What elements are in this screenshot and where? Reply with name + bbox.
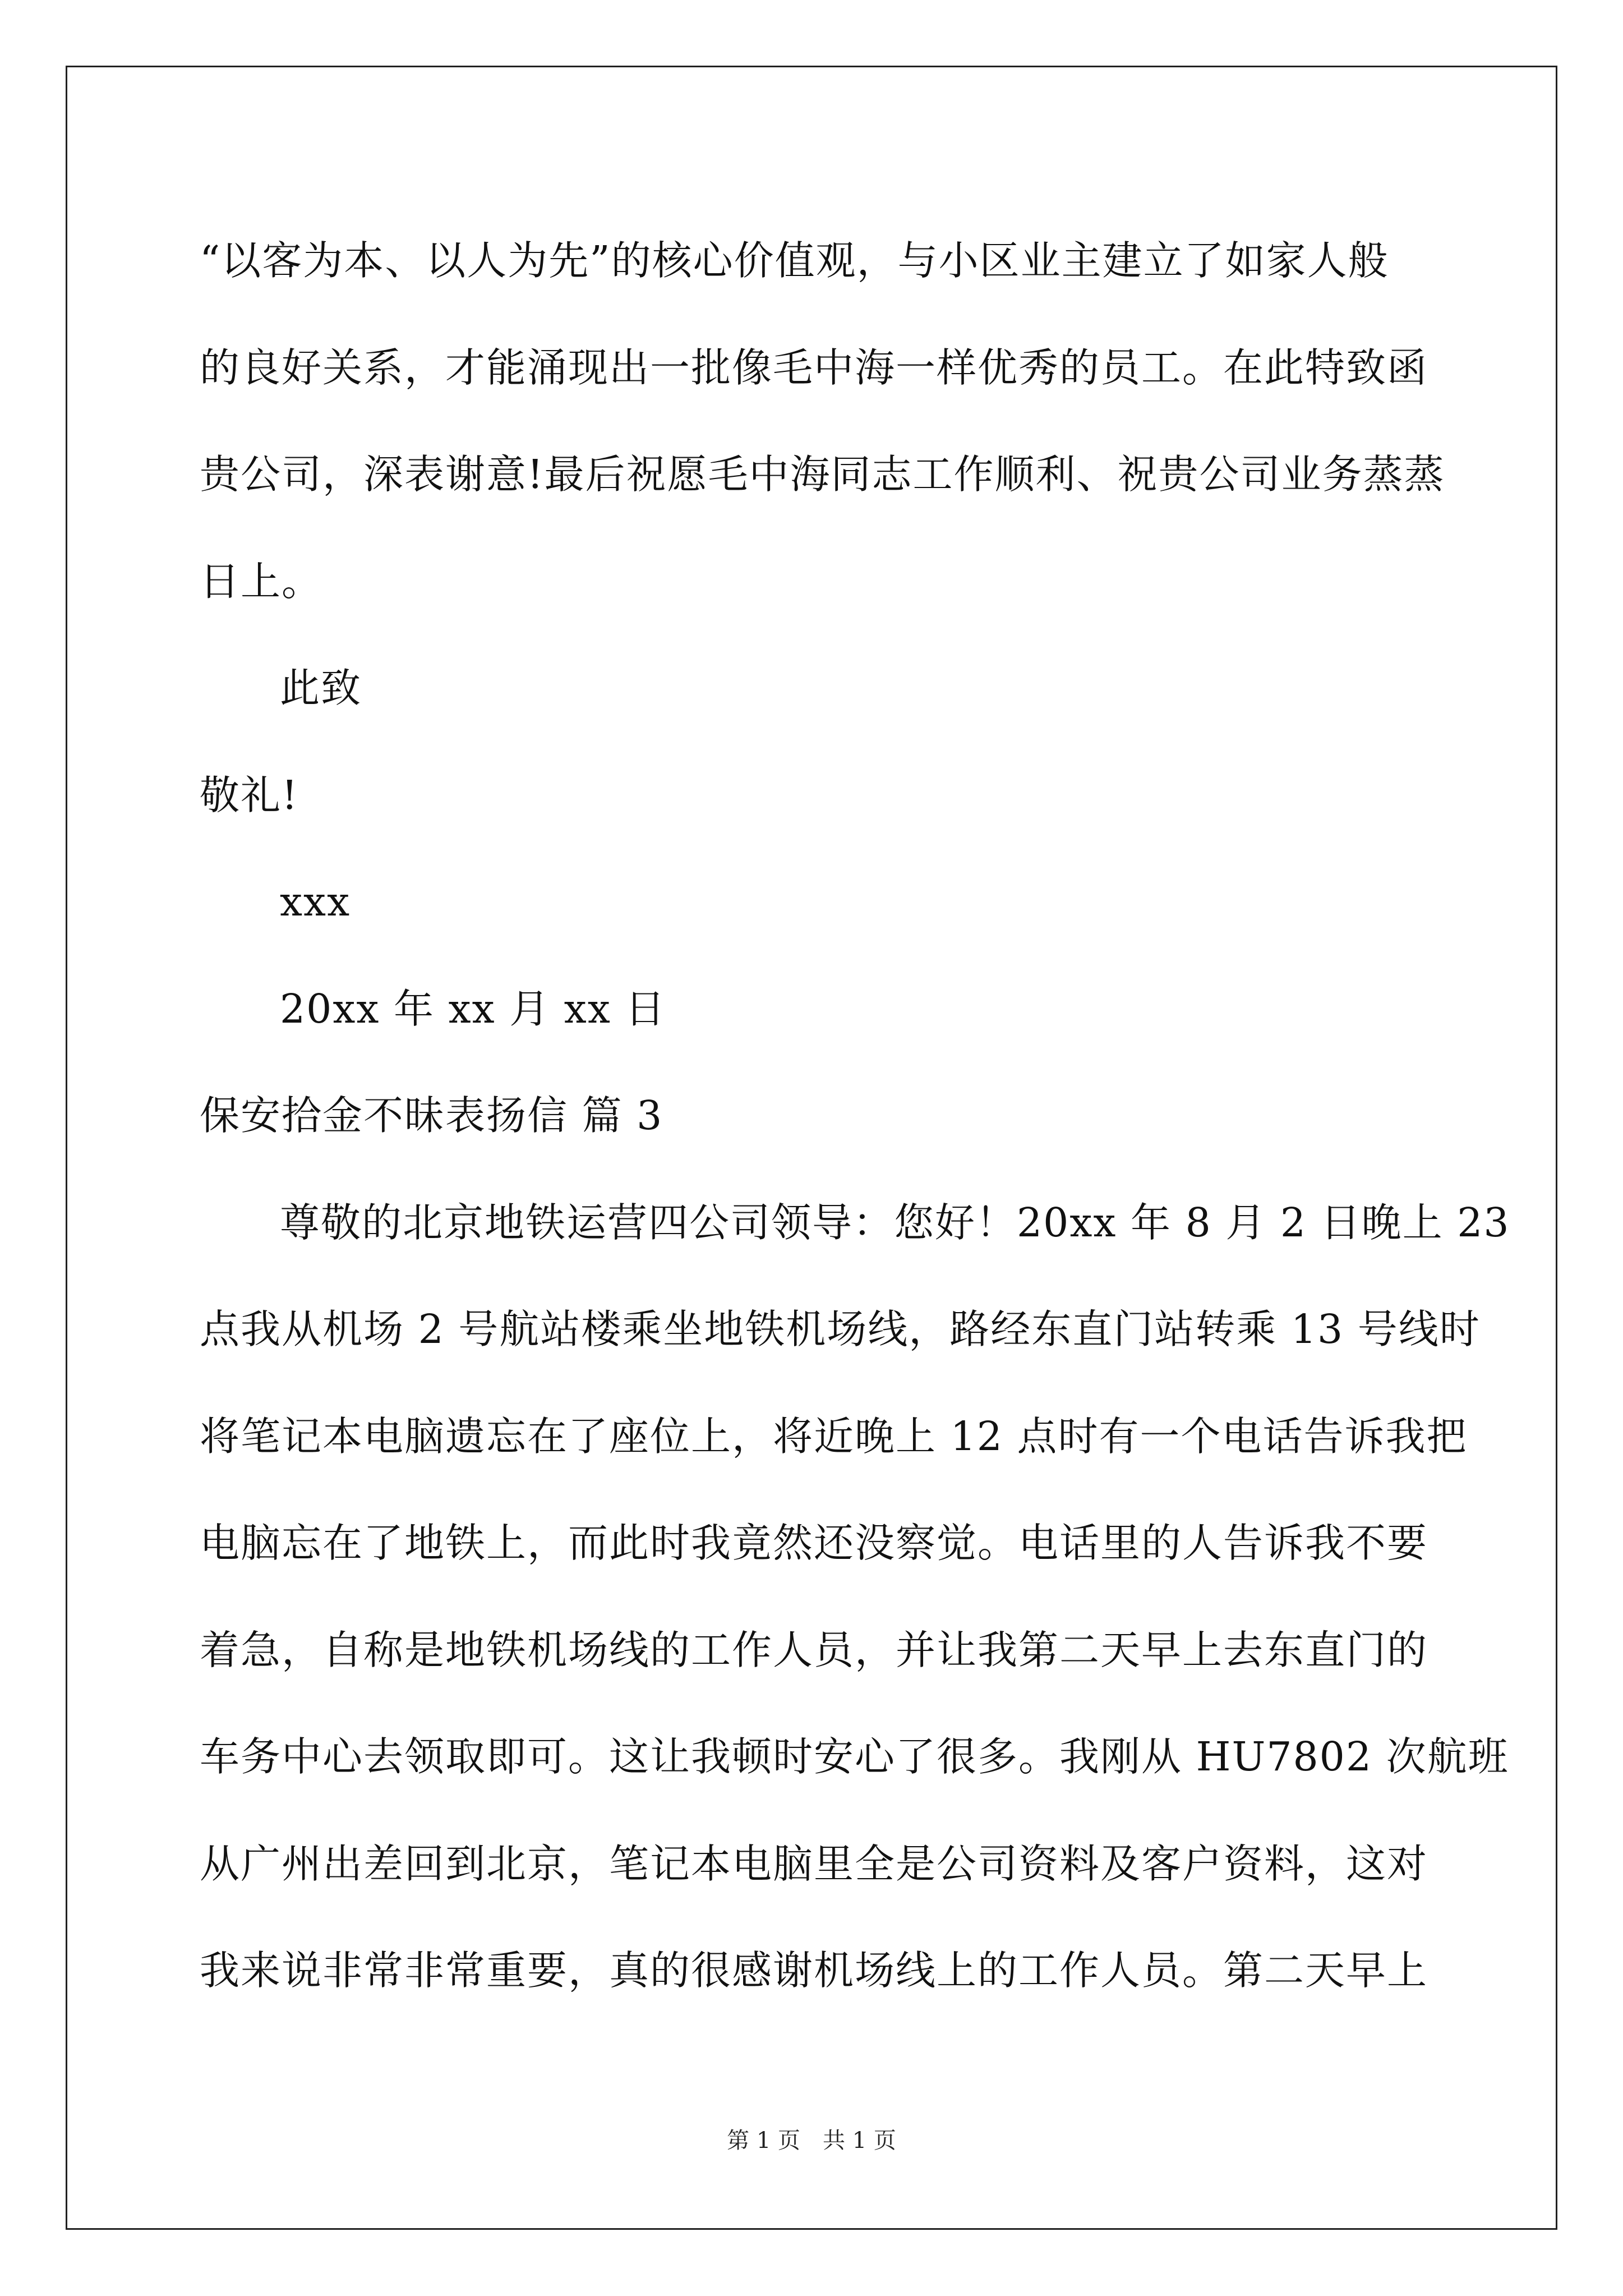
text-line: 点我从机场 2 号航站楼乘坐地铁机场线，路经东直门站转乘 13 号线时 [200,1306,1481,1352]
closing-regards: 敬礼! [200,771,299,818]
text-line: 车务中心去领取即可。这让我顿时安心了很多。我刚从 HU7802 次航班 [200,1733,1509,1780]
page-footer [0,2125,1623,2156]
section-heading: 保安拾金不昧表扬信 篇 3 [200,1092,663,1139]
text-line: 电脑忘在了地铁上，而此时我竟然还没察觉。电话里的人告诉我不要 [200,1520,1428,1566]
signature: xxx [280,878,351,925]
closing-salutation: 此致 [280,665,362,711]
text-line: 将笔记本电脑遗忘在了座位上，将近晚上 12 点时有一个电话告诉我把 [200,1412,1468,1460]
text-line: 日上。 [200,558,323,605]
text-line: 的良好关系，才能涌现出一批像毛中海一样优秀的员工。在此特致函 [200,344,1428,391]
text-line: “以客为本、以人为先”的核心价值观，与小区业主建立了如家人般 [200,237,1389,284]
text-line: 从广州出差回到北京，笔记本电脑里全是公司资料及客户资料，这对 [200,1840,1428,1887]
page-number: 第 1 页 [727,2128,800,2154]
text-line: 尊敬的北京地铁运营四公司领导：您好！20xx 年 8 月 2 日晚上 23 [280,1199,1510,1246]
text-line: 贵公司，深表谢意!最后祝愿毛中海同志工作顺利、祝贵公司业务蒸蒸 [200,451,1445,498]
letter-date: 20xx 年 xx 月 xx 日 [280,985,666,1032]
page-total: 共 1 页 [823,2128,896,2154]
text-line: 着急，自称是地铁机场线的工作人员，并让我第二天早上去东直门的 [200,1626,1428,1673]
text-line: 我来说非常非常重要，真的很感谢机场线上的工作人员。第二天早上 [200,1947,1428,1994]
letter-body [200,208,1510,2024]
